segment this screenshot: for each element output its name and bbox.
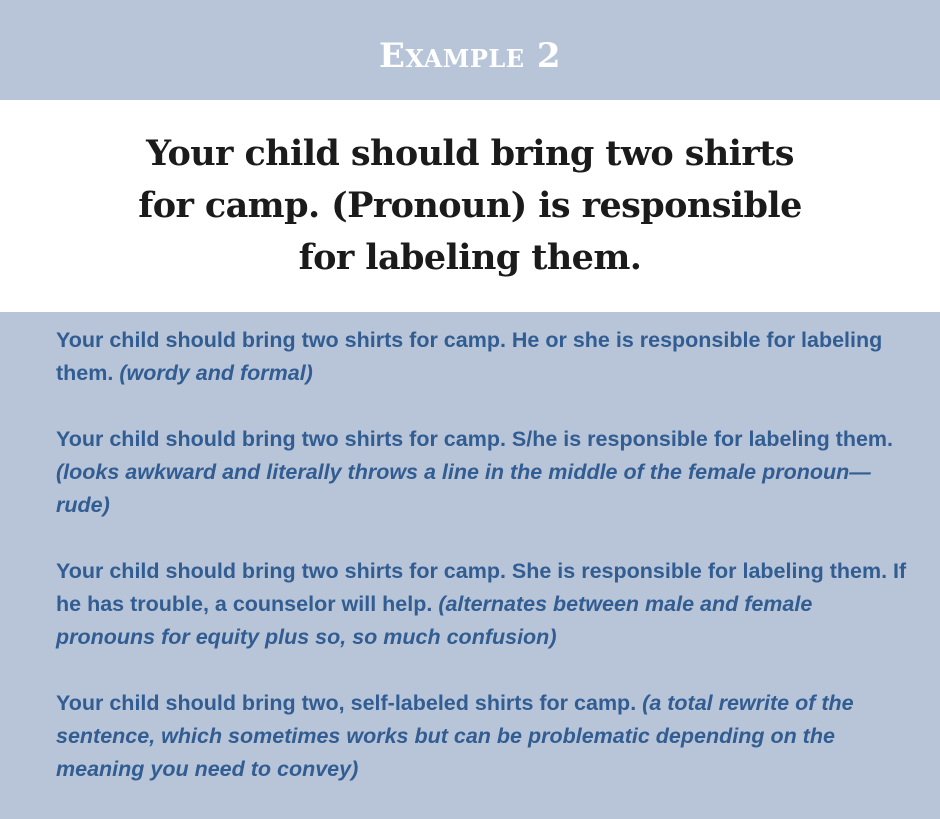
header-band [0,0,940,100]
example-item-4 [56,687,916,786]
example-sentence: Your child should bring two, self-labeled shirts for camp. [56,691,637,715]
example-note: (a total rewrite of the sentence, which sometimes works but can be problematic depending on the meaning you need to convey) [56,691,854,781]
example-sentence: Your child should bring two shirts for camp. He or she is responsible for labeling them. [56,328,883,385]
example-note: (looks awkward and literally throws a line in the middle of the female pronoun—rude) [56,460,871,517]
statement-band [0,100,940,312]
example-title: Example 2 [378,36,562,76]
example-item-1 [56,324,916,390]
example-item-2 [56,423,916,522]
example-sentence: Your child should bring two shirts for camp. She is responsible for labeling them. If he has trouble, a counselor will help. [56,559,907,616]
example-note: (wordy and formal) [119,361,313,385]
statement-text: Your child should bring two shirts for camp. (Pronoun) is responsible for labeling them. [138,133,802,278]
example-item-3 [56,555,916,654]
examples-list [56,324,916,819]
example-note: (alternates between male and female pronouns for equity plus so, so much confusion) [56,592,813,649]
example-sentence: Your child should bring two shirts for camp. S/he is responsible for labeling them. [56,427,894,451]
